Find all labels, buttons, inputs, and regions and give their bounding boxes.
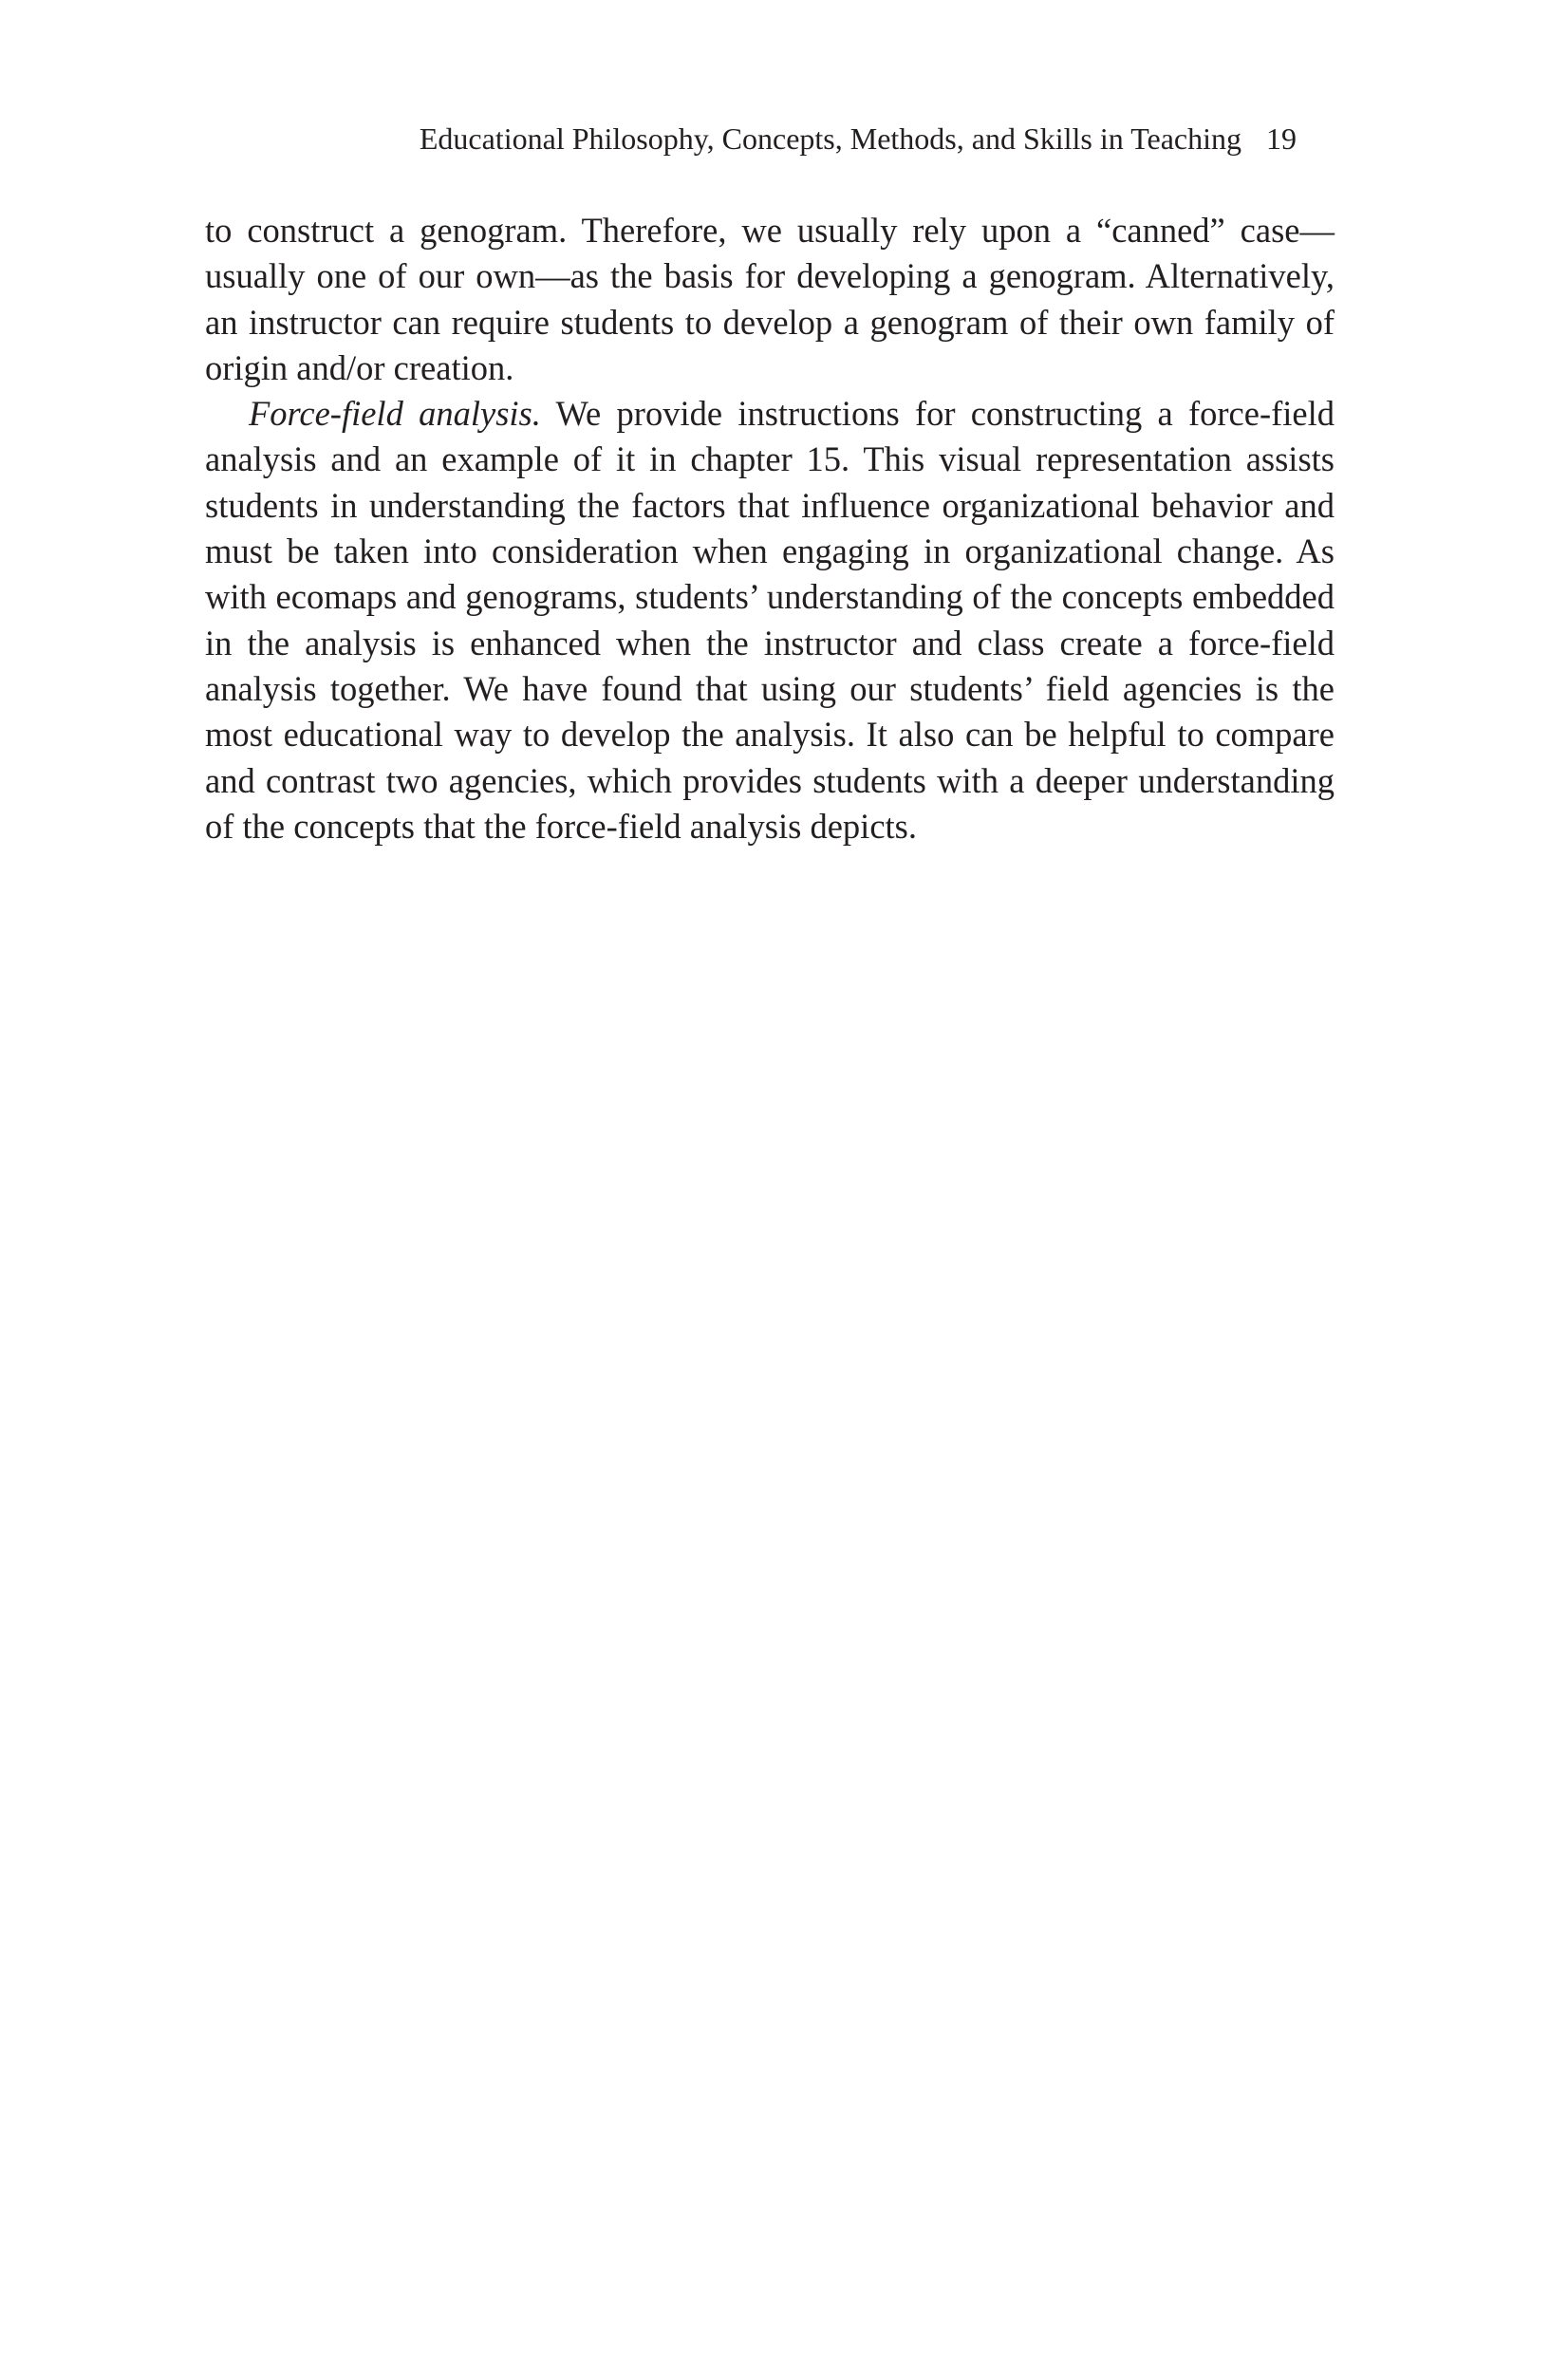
running-head	[205, 120, 1297, 158]
paragraph-genogram-continuation: to construct a genogram. Therefore, we usually rely upon a “canned” case—usually one of our own—as the basis for developing a genogram. Alternatively, an instructor can require students to develop a genogram of their own family of origin and/or creation.	[205, 211, 1335, 387]
body-text	[205, 208, 1335, 849]
running-head-title: Educational Philosophy, Concepts, Methods, and Skills in Teaching	[419, 121, 1241, 156]
paragraph-text: We provide instructions for constructing a force-field analysis and an example of it in chapter 15. This visual representation assists students in understanding the factors that influence organizational behavior and must be taken into consideration when engaging in organizational change. As with ecomaps and genograms, students’ understanding of the concepts embedded in the analysis is enhanced when the instructor and class create a force-field analysis together. We have found that using our students’ field agencies is the most educational way to develop the analysis. It also can be helpful to compare and contrast two agencies, which provides students with a deeper understanding of the concepts that the force-field analysis depicts.	[205, 394, 1335, 846]
paragraph-force-field-analysis	[205, 391, 1335, 849]
page-number: 19	[1266, 121, 1297, 156]
run-in-heading: Force-field analysis.	[249, 394, 541, 434]
